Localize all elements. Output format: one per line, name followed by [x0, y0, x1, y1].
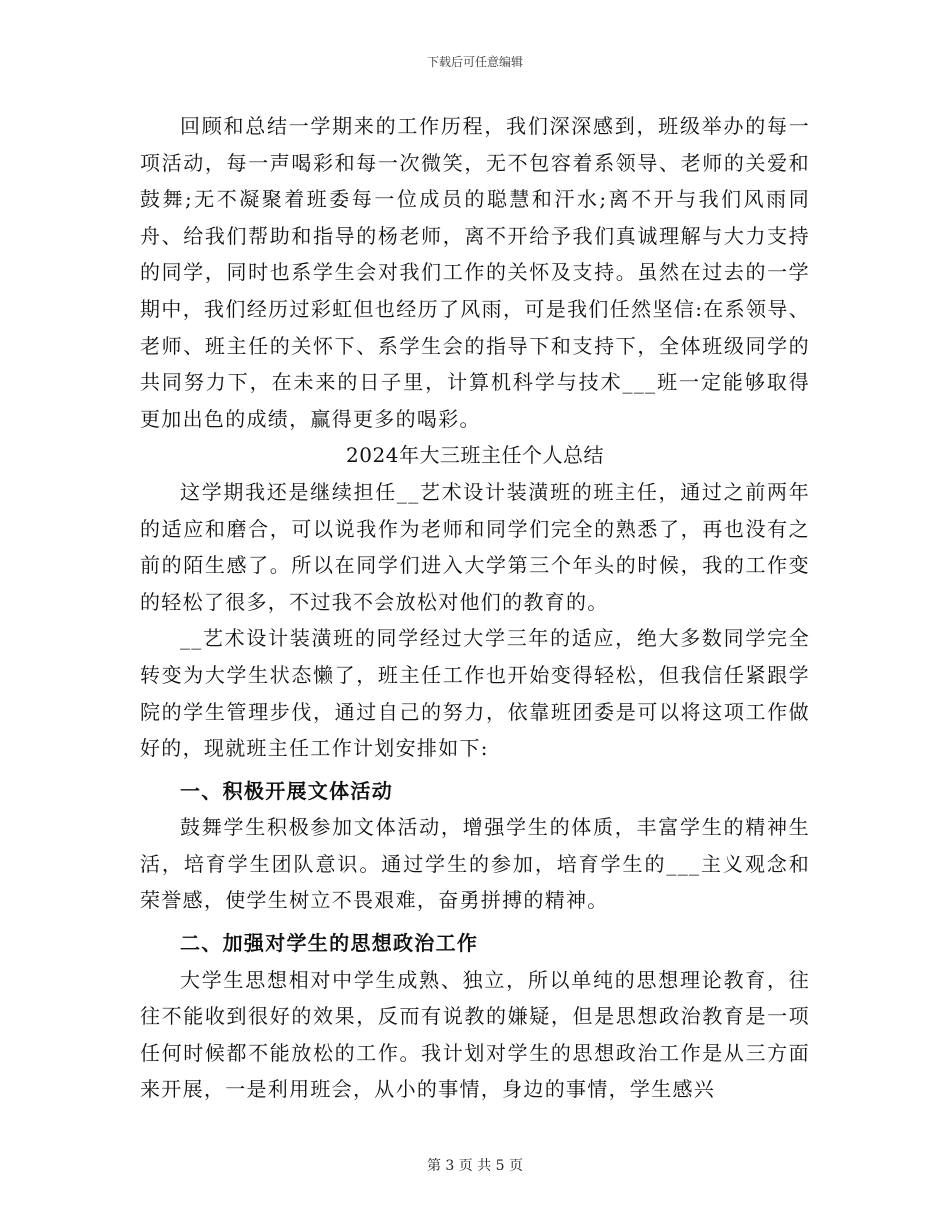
paragraph-political-work: 大学生思想相对中学生成熟、独立，所以单纯的思想理论教育，往往不能收到很好的效果，反而有说教的嫌疑，但是思想政治教育是一项任何时候都不能放松的工作。我计划对学生的思想政治工作是从三方面来开展，一是利用班会，从小的事情，身边的事情，学生感兴 [140, 967, 810, 1102]
section-heading-political-work: 二、加强对学生的思想政治工作 [180, 931, 479, 956]
paragraph-intro: 这学期我还是继续担任__艺术设计装潢班的班主任，通过之前两年的适应和磨合，可以说我作为老师和同学们完全的熟悉了，再也没有之前的陌生感了。所以在同学们进入大学第三个年头的时候，我的工作变的轻松了很多，不过我不会放松对他们的教育的。 [140, 479, 810, 614]
page-footer: 第 3 页 共 5 页 [426, 1158, 524, 1174]
paragraph-closing-summary: 回顾和总结一学期来的工作历程，我们深深感到，班级举办的每一项活动，每一声喝彩和每一次微笑，无不包容着系领导、老师的关爱和鼓舞;无不凝聚着班委每一位成员的聪慧和汗水;离不开与我们风雨同舟、给我们帮助和指导的杨老师，离不开给予我们真诚理解与大力支持的同学，同时也系学生会对我们工作的关怀及支持。虽然在过去的一学期中，我们经历过彩虹但也经历了风雨，可是我们任然坚信:在系领导、老师、班主任的关怀下、系学生会的指导下和支持下，全体班级同学的共同努力下，在未来的日子里，计算机科学与技术___班一定能够取得更加出色的成绩，赢得更多的喝彩。 [140, 114, 810, 431]
document-title: 2024年大三班主任个人总结 [346, 443, 604, 468]
paragraph-activities: 鼓舞学生积极参加文体活动，增强学生的体质，丰富学生的精神生活，培育学生团队意识。通过学生的参加，培育学生的___主义观念和荣誉感，使学生树立不畏艰难，奋勇拼搏的精神。 [140, 815, 810, 913]
page-header: 下载后可任意编辑 [426, 55, 523, 69]
section-heading-activities: 一、积极开展文体活动 [180, 778, 393, 803]
document-body [140, 108, 810, 1108]
paragraph-class-status: __艺术设计装潢班的同学经过大学三年的适应，绝大多数同学完全转变为大学生状态懒了，班主任工作也开始变得轻松，但我信任紧跟学院的学生管理步伐，通过自己的努力，依靠班团委是可以将这项工作做好的，现就班主任工作计划安排如下: [140, 626, 810, 761]
